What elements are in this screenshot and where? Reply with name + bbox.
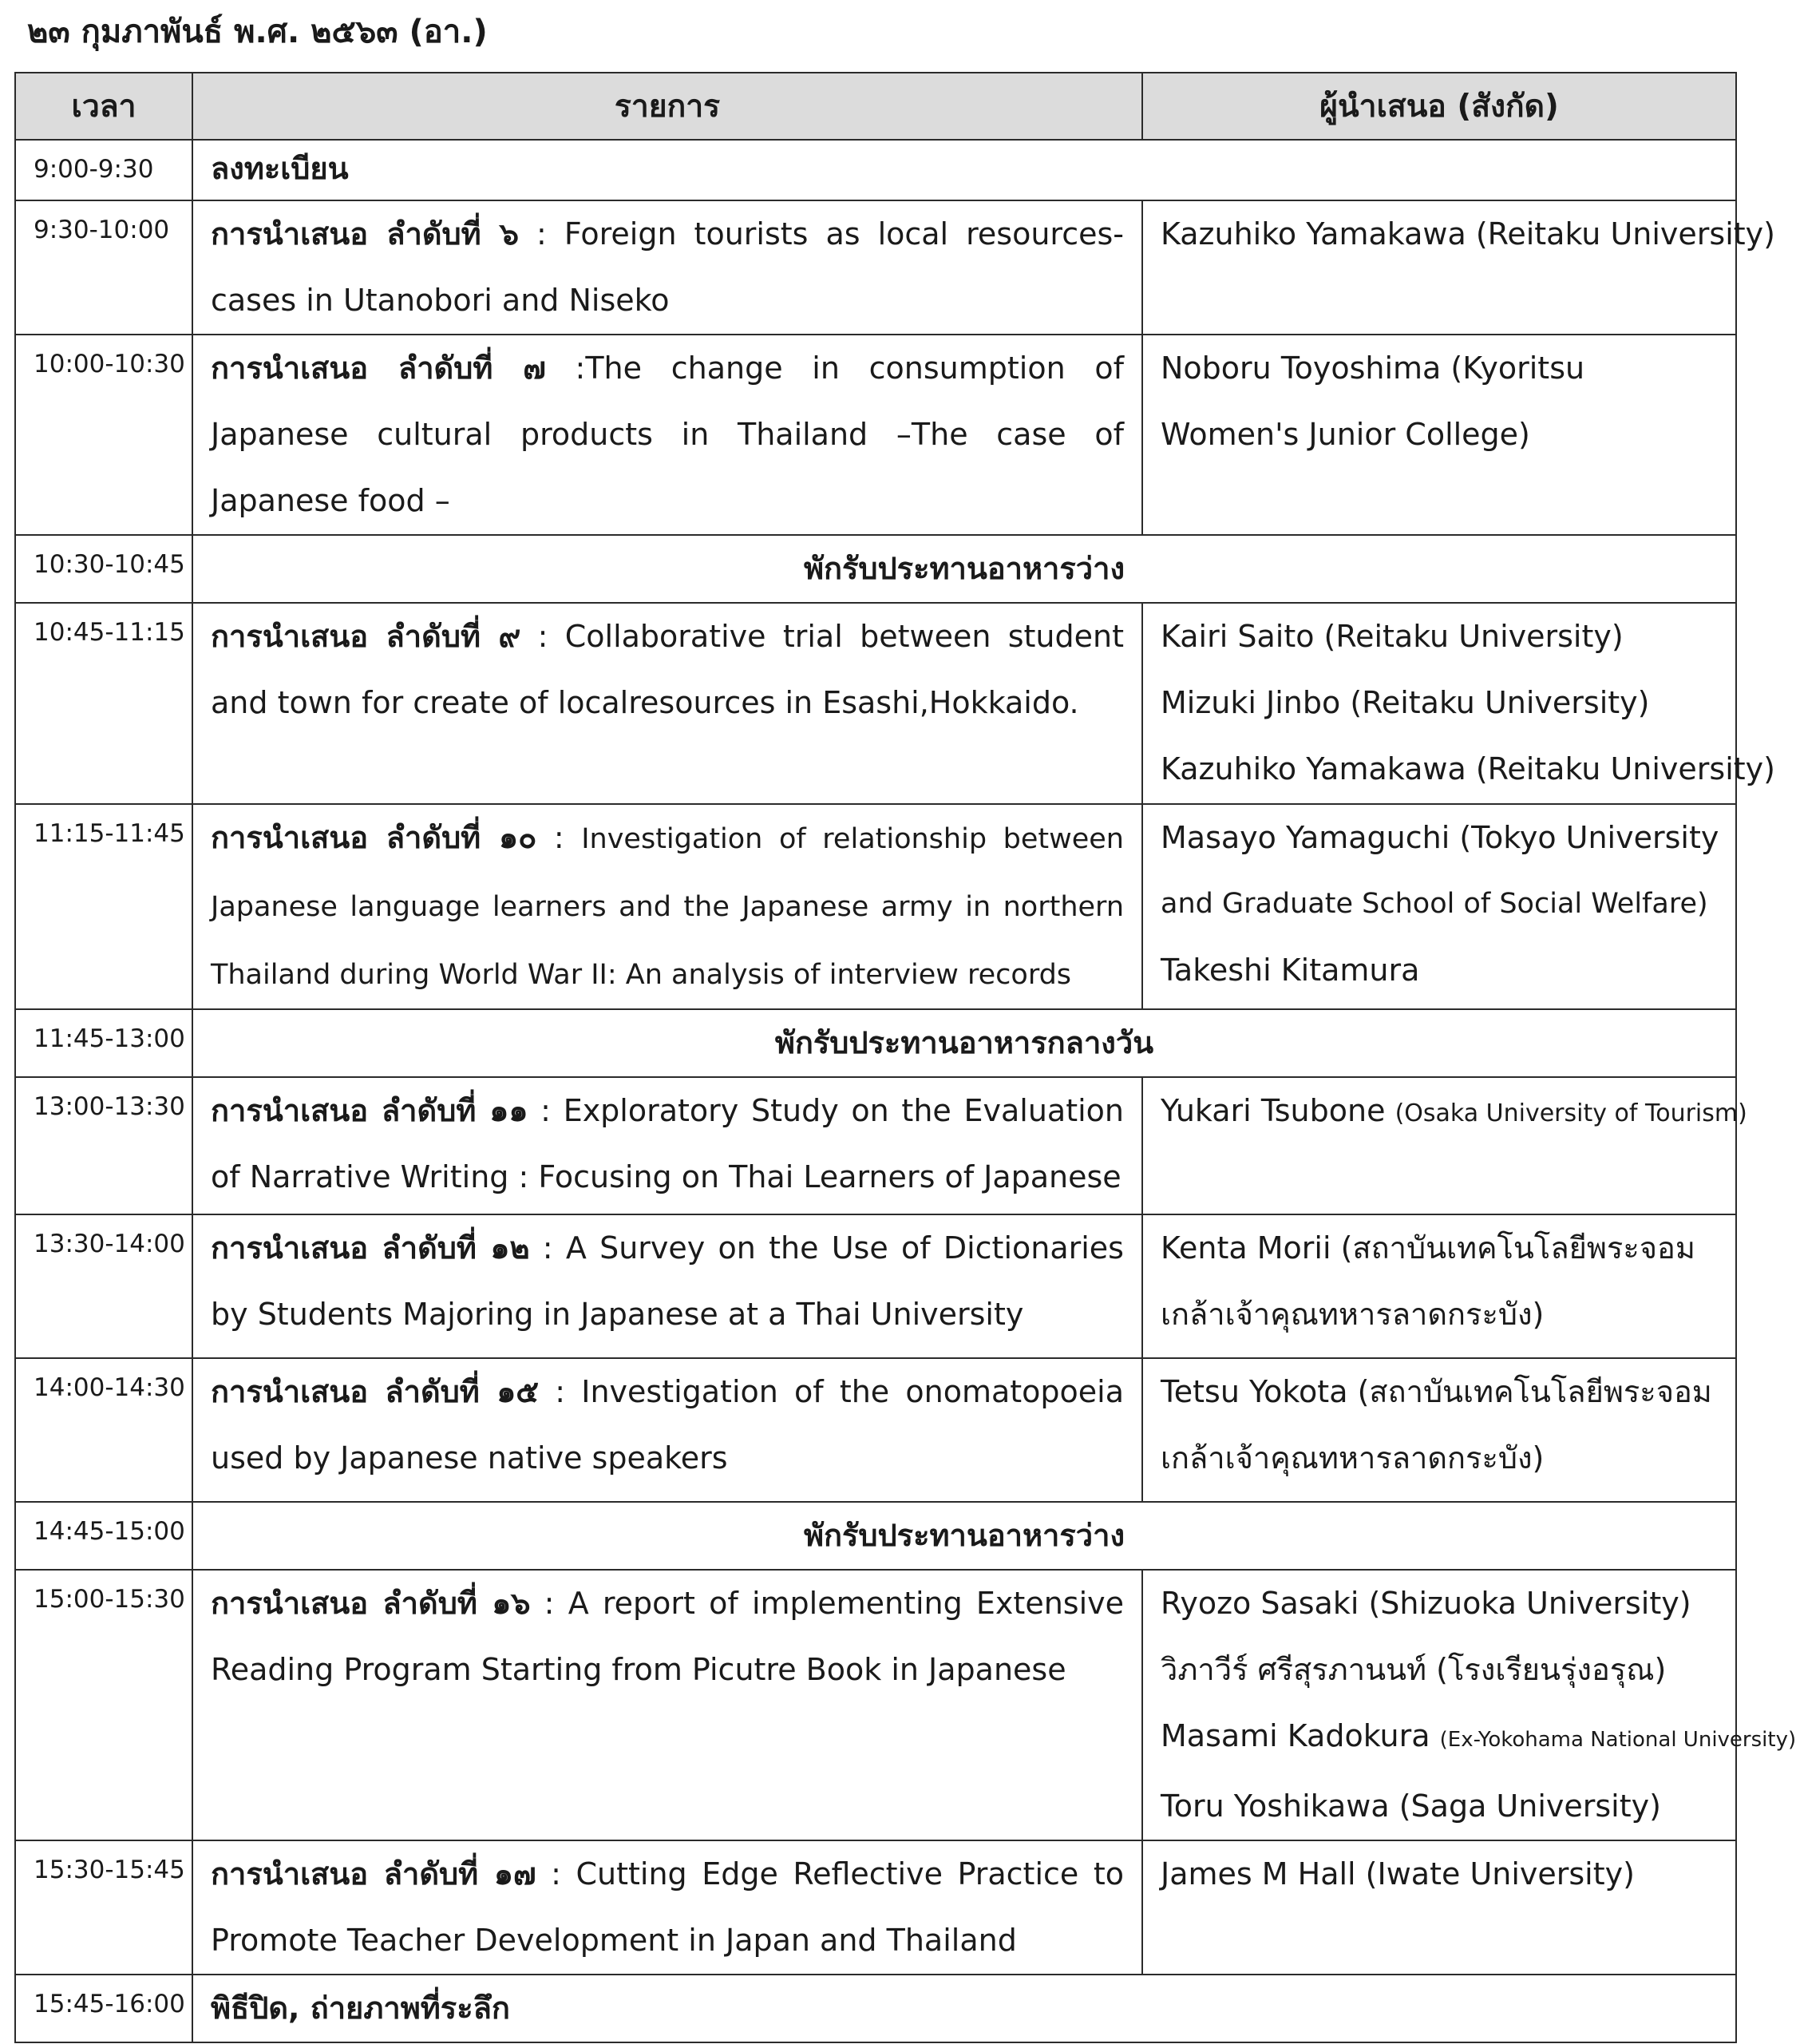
table-row (15, 335, 1736, 535)
table-row (15, 200, 1736, 335)
presentation-prefix: การนำเสนอ ลำดับที่ (211, 351, 493, 386)
time-cell: 9:30-10:00 (15, 200, 192, 335)
presenter-cell (1142, 1840, 1736, 1975)
item-cell: การนำเสนอ ลำดับที่ ๑๖ : A report of implementing Extensive Reading Program Starting from Picutre Book in Japanese (192, 1570, 1142, 1840)
time-cell: 10:30-10:45 (15, 535, 192, 603)
presentation-prefix: การนำเสนอ ลำดับที่ (211, 820, 481, 855)
time-cell: 14:45-15:00 (15, 1502, 192, 1570)
presenter-line: เกล้าเจ้าคุณทหารลาดกระบัง) (1161, 1440, 1545, 1476)
presentation-label (211, 619, 520, 654)
table-row (15, 1077, 1736, 1214)
presenter-line: เกล้าเจ้าคุณทหารลาดกระบัง) (1161, 1297, 1545, 1332)
presentation-prefix: การนำเสนอ ลำดับที่ (211, 619, 481, 654)
presenter-line: Takeshi Kitamura (1161, 953, 1420, 988)
presenter-cell (1142, 804, 1736, 1009)
presenter-line: วิภาวีร์ ศรีสุรภานนท์ (โรงเรียนรุ่งอรุณ) (1161, 1652, 1667, 1687)
time-cell: 13:00-13:30 (15, 1077, 192, 1214)
table-row (15, 140, 1736, 200)
table-row (15, 1214, 1736, 1358)
time-cell: 10:45-11:15 (15, 603, 192, 804)
presentation-order: ๖ (499, 216, 519, 252)
presenter-affiliation: (Osaka University of Tourism) (1394, 1099, 1747, 1127)
time-cell: 15:30-15:45 (15, 1840, 192, 1975)
presenter-line: Masayo Yamaguchi (Tokyo University (1161, 820, 1719, 855)
presenter-line (1161, 1078, 1747, 1147)
presentation-title: Exploratory Study on the Evaluation of Narrative Writing : Focusing on Thai Learners of Japanese (211, 1093, 1124, 1194)
schedule-table (14, 72, 1796, 2043)
presenter-line: Kazuhiko Yamakawa (Reitaku University) (1161, 751, 1775, 786)
presentation-title: Foreign tourists as local resources-cases in Utanobori and Niseko (211, 216, 1124, 318)
table-row (15, 1570, 1736, 1840)
presenter-affiliation: (Ex-Yokohama National University) (1439, 1728, 1796, 1752)
item-cell: การนำเสนอ ลำดับที่ ๑๐ : Investigation of relationship between Japanese language learners and the Japanese army in northern Thailand during World War II: An analysis of interview records (192, 804, 1142, 1009)
presentation-order: ๑๕ (496, 1374, 540, 1409)
time-cell: 11:15-11:45 (15, 804, 192, 1009)
presenter-line: Toru Yoshikawa (Saga University) (1161, 1788, 1661, 1824)
table-row (15, 1009, 1736, 1077)
presentation-title: Collaborative trial between student and town for create of localresources in Esashi,Hokkaido. (211, 619, 1124, 720)
presentation-label (211, 1093, 528, 1128)
presenter-line: Ryozo Sasaki (Shizuoka University) (1161, 1586, 1691, 1621)
presentation-order: ๑๑ (489, 1093, 528, 1128)
time-cell: 14:00-14:30 (15, 1358, 192, 1502)
presentation-order: ๑๗ (493, 1856, 536, 1891)
presenter-line (1161, 1703, 1796, 1773)
header-presenter: ผู้นำเสนอ (สังกัด) (1142, 73, 1736, 140)
presenter-line: Mizuki Jinbo (Reitaku University) (1161, 685, 1650, 720)
presenter-name: Yukari Tsubone (1161, 1093, 1386, 1128)
presentation-order: ๑๐ (498, 820, 537, 855)
note-cell: พิธีปิด, ถ่ายภาพที่ระลึก (192, 1975, 1736, 2042)
item-cell: การนำเสนอ ลำดับที่ ๑๕ : Investigation of the onomatopoeia used by Japanese native speakers (192, 1358, 1142, 1502)
time-cell: 10:00-10:30 (15, 335, 192, 535)
presenter-cell (1142, 1570, 1796, 1840)
item-cell: การนำเสนอ ลำดับที่ ๖ : Foreign tourists as local resources-cases in Utanobori and Niseko (192, 200, 1142, 335)
presentation-title: Investigation of relationship between Japanese language learners and the Japanese army in northern Thailand during World War II: An analysis of interview records (211, 823, 1124, 991)
item-cell: การนำเสนอ ลำดับที่ ๑๗ : Cutting Edge Reflective Practice to Promote Teacher Development in Japan and Thailand (192, 1840, 1142, 1975)
presenter-line: Kairi Saito (Reitaku University) (1161, 619, 1624, 654)
table-row (15, 1502, 1736, 1570)
break-cell: พักรับประทานอาหารกลางวัน (192, 1009, 1736, 1077)
presentation-prefix: การนำเสนอ ลำดับที่ (211, 1230, 477, 1266)
presentation-order: ๗ (523, 351, 546, 386)
time-cell: 11:45-13:00 (15, 1009, 192, 1077)
table-row (15, 535, 1736, 603)
presentation-label (211, 216, 519, 252)
presentation-title: A report of implementing Extensive Reading Program Starting from Picutre Book in Japanese (211, 1586, 1125, 1687)
presentation-label (211, 1374, 539, 1409)
time-cell: 15:45-16:00 (15, 1975, 192, 2042)
table-row (15, 1840, 1736, 1975)
presenter-cell (1142, 1214, 1736, 1358)
presentation-order: ๑๖ (492, 1586, 531, 1621)
presentation-title: The change in consumption of Japanese cultural products in Thailand –The case of Japanese food – (211, 351, 1124, 518)
table-header-row (15, 73, 1736, 140)
header-time: เวลา (15, 73, 192, 140)
presentation-title: Cutting Edge Reflective Practice to Promote Teacher Development in Japan and Thailand (211, 1856, 1124, 1958)
note-cell: ลงทะเบียน (192, 140, 1736, 200)
presenter-line: Kazuhiko Yamakawa (Reitaku University) (1161, 216, 1775, 252)
presenter-cell (1142, 1077, 1747, 1214)
presenter-name: Masami Kadokura (1161, 1718, 1430, 1753)
table-row (15, 603, 1736, 804)
presentation-label (211, 1586, 530, 1621)
presentation-title: Investigation of the onomatopoeia used by Japanese native speakers (211, 1374, 1124, 1476)
presenter-line: Women's Junior College) (1161, 417, 1530, 452)
break-cell: พักรับประทานอาหารว่าง (192, 1502, 1736, 1570)
presenter-cell (1142, 335, 1736, 535)
presenter-line: Kenta Morii (สถาบันเทคโนโลยีพระจอม (1161, 1230, 1695, 1266)
presenter-line: Tetsu Yokota (สถาบันเทคโนโลยีพระจอม (1161, 1374, 1712, 1409)
table-row (15, 1358, 1736, 1502)
presentation-prefix: การนำเสนอ ลำดับที่ (211, 1856, 479, 1891)
break-cell: พักรับประทานอาหารว่าง (192, 535, 1736, 603)
presentation-label (211, 1230, 530, 1266)
presenter-line: James M Hall (Iwate University) (1161, 1856, 1635, 1891)
item-cell: การนำเสนอ ลำดับที่ ๙ : Collaborative trial between student and town for create of localresources in Esashi,Hokkaido. (192, 603, 1142, 804)
presentation-order: ๙ (498, 619, 521, 654)
page-title: ๒๓ กุมภาพันธ์ พ.ศ. ๒๕๖๓ (อา.) (27, 14, 488, 50)
presentation-title: A Survey on the Use of Dictionaries by Students Majoring in Japanese at a Thai University (211, 1230, 1124, 1332)
presenter-cell (1142, 200, 1775, 335)
presentation-prefix: การนำเสนอ ลำดับที่ (211, 1093, 477, 1128)
presenter-line: Noboru Toyoshima (Kyoritsu (1161, 351, 1585, 386)
presentation-label (211, 351, 546, 386)
presenter-cell (1142, 603, 1775, 804)
header-item: รายการ (192, 73, 1142, 140)
presentation-order: ๑๒ (490, 1230, 530, 1266)
item-cell: การนำเสนอ ลำดับที่ ๗ :The change in consumption of Japanese cultural products in Thailand –The case of Japanese food – (192, 335, 1142, 535)
presenter-line: and Graduate School of Social Welfare) (1161, 888, 1708, 920)
item-cell: การนำเสนอ ลำดับที่ ๑๒ : A Survey on the Use of Dictionaries by Students Majoring in Japanese at a Thai University (192, 1214, 1142, 1358)
presentation-prefix: การนำเสนอ ลำดับที่ (211, 1586, 477, 1621)
presentation-prefix: การนำเสนอ ลำดับที่ (211, 1374, 480, 1409)
presentation-label (211, 820, 536, 855)
presenter-cell (1142, 1358, 1736, 1502)
presentation-prefix: การนำเสนอ ลำดับที่ (211, 216, 481, 252)
table-row (15, 804, 1736, 1009)
item-cell: การนำเสนอ ลำดับที่ ๑๑ : Exploratory Study on the Evaluation of Narrative Writing : Focusing on Thai Learners of Japanese (192, 1077, 1142, 1214)
presentation-label (211, 1856, 536, 1891)
time-cell: 13:30-14:00 (15, 1214, 192, 1358)
time-cell: 15:00-15:30 (15, 1570, 192, 1840)
time-cell: 9:00-9:30 (15, 140, 192, 200)
table-row (15, 1975, 1736, 2042)
